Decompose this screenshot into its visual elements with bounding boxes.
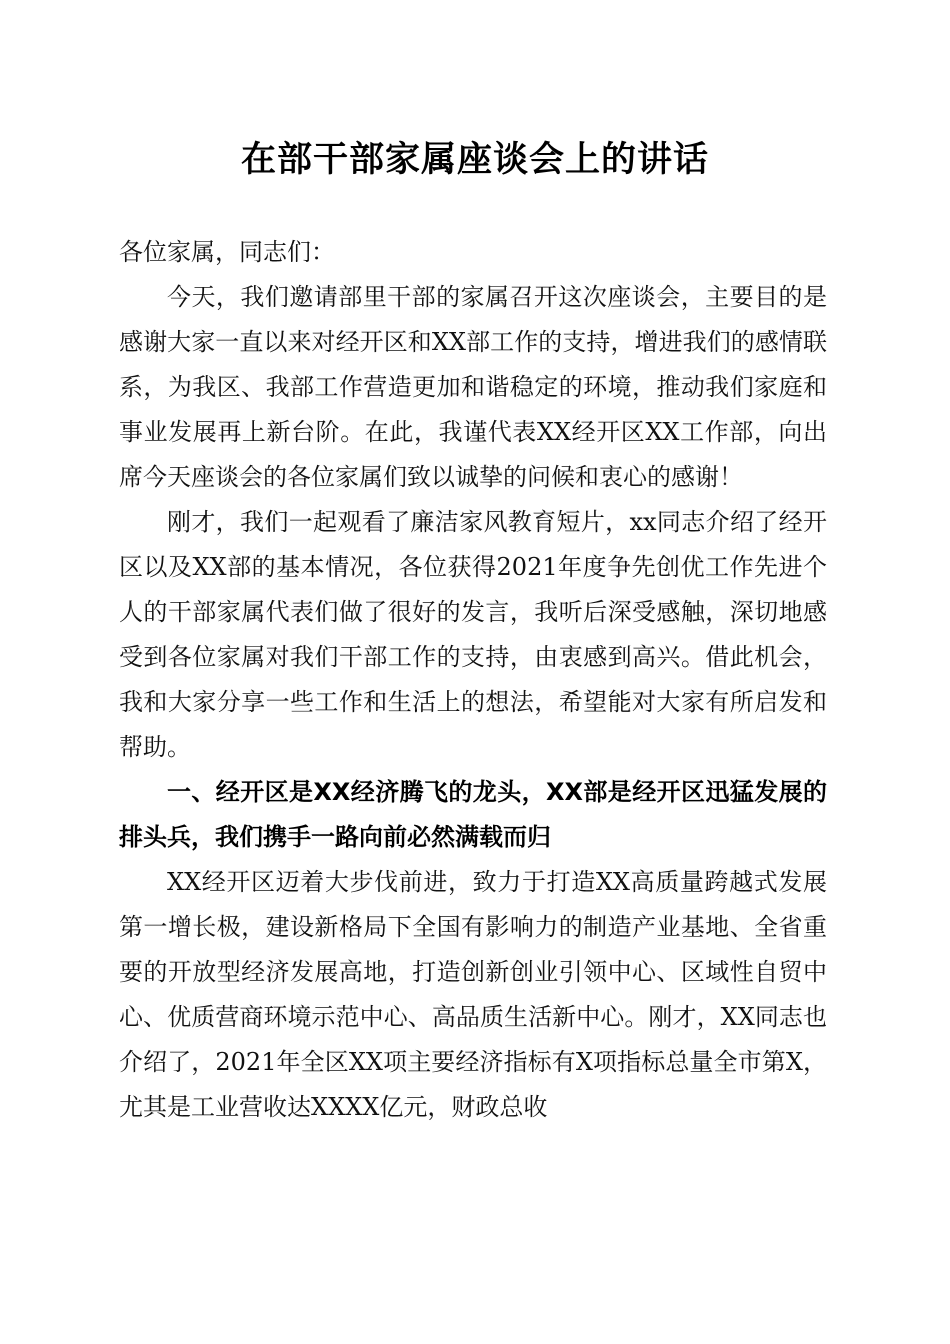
paragraph-review: 刚才，我们一起观看了廉洁家风教育短片，xx同志介绍了经开区以及XX部的基本情况，各位获得2021年度争先创优工作先进个人的干部家属代表们做了很好的发言，我听后深受感触，深切地感受到各位家属对我们干部工作的支持，由衷感到高兴。借此机会，我和大家分享一些工作和生活上的想法，希望能对大家有所启发和帮助。 [119, 508, 827, 761]
section-heading: 一、经开区是XX经济腾飞的龙头，XX部是经开区迅猛发展的排头兵，我们携手一路向前必然满载而归 [119, 778, 827, 851]
paragraph-section-one: XX经开区迈着大步伐前进，致力于打造XX高质量跨越式发展第一增长极，建设新格局下全国有影响力的制造产业基地、全省重要的开放型经济发展高地，打造创新创业引领中心、区域性自贸中心、优质营商环境示范中心、高品质生活新中心。刚才，XX同志也介绍了，2021年全区XX项主要经济指标有X项指标总量全市第X，尤其是工业营收达XXXX亿元，财政总收 [119, 868, 827, 1121]
document-title: 在部干部家属座谈会上的讲话 [240, 139, 709, 180]
salutation: 各位家属，同志们： [119, 238, 335, 266]
document-body [119, 230, 827, 1130]
paragraph-opening: 今天，我们邀请部里干部的家属召开这次座谈会，主要目的是感谢大家一直以来对经开区和XX部工作的支持，增进我们的感情联系，为我区、我部工作营造更加和谐稳定的环境，推动我们家庭和事业发展再上新台阶。在此，我谨代表XX经开区XX工作部，向出席今天座谈会的各位家属们致以诚挚的问候和衷心的感谢！ [119, 283, 827, 491]
